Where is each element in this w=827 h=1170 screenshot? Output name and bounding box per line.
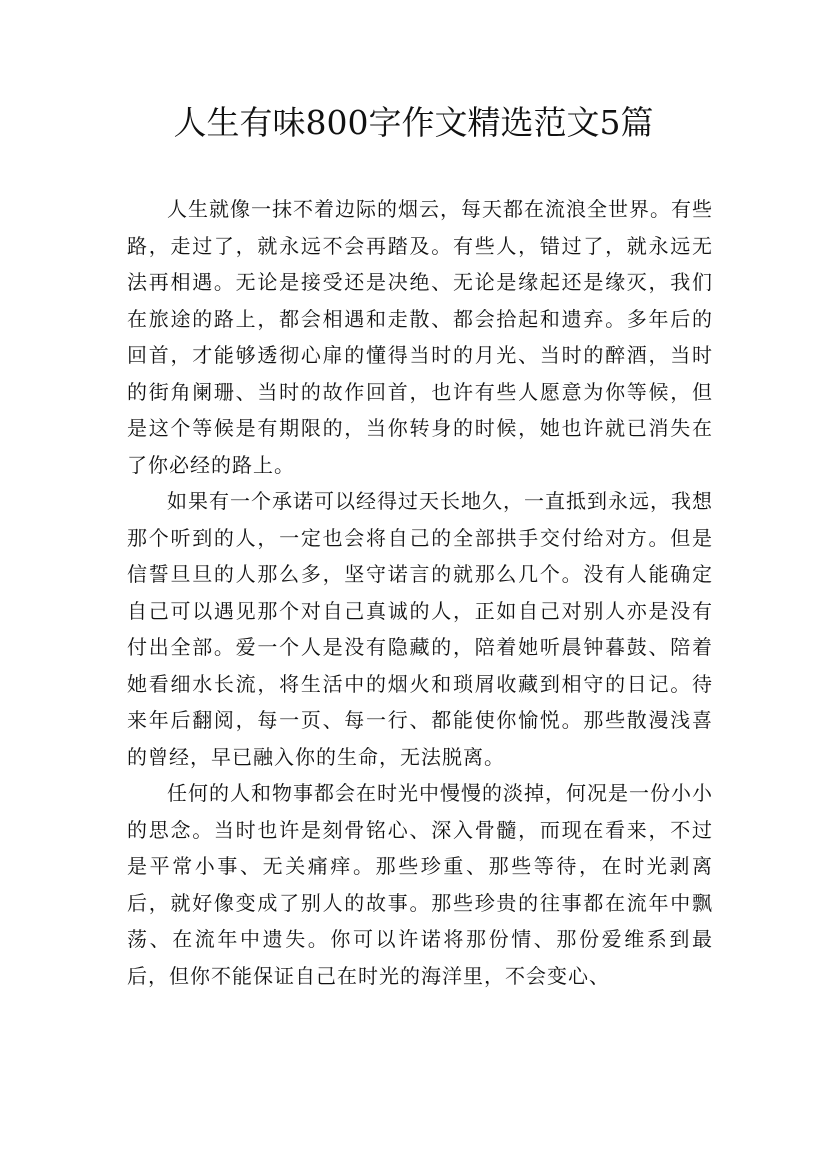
document-title: 人生有味800字作文精选范文5篇	[173, 103, 654, 142]
document-body	[127, 191, 713, 994]
paragraph-3: 任何的人和物事都会在时光中慢慢的淡掉，何况是一份小小的思念。当时也许是刻骨铭心、深入骨髓，而现在看来，不过是平常小事、无关痛痒。那些珍重、那些等待，在时光剥离后，就好像变成了别人的故事。那些珍贵的往事都在流年中飘荡、在流年中遗失。你可以许诺将那份情、那份爱维系到最后，但你不能保证自己在时光的海洋里，不会变心、	[127, 781, 713, 988]
paragraph-1: 人生就像一抹不着边际的烟云，每天都在流浪全世界。有些路，走过了，就永远不会再踏及。有些人，错过了，就永远无法再相遇。无论是接受还是决绝、无论是缘起还是缘灭，我们在旅途的路上，都会相遇和走散、都会拾起和遗弃。多年后的回首，才能够透彻心扉的懂得当时的月光、当时的醉酒，当时的街角阑珊、当时的故作回首，也许有些人愿意为你等候，但是这个等候是有期限的，当你转身的时候，她也许就已消失在了你必经的路上。	[127, 197, 713, 477]
paragraph-2: 如果有一个承诺可以经得过天长地久，一直抵到永远，我想那个听到的人，一定也会将自己的全部拱手交付给对方。但是信誓旦旦的人那么多，坚守诺言的就那么几个。没有人能确定自己可以遇见那个对自己真诚的人，正如自己对别人亦是没有付出全部。爱一个人是没有隐藏的，陪着她听晨钟暮鼓、陪着她看细水长流，将生活中的烟火和琐屑收藏到相守的日记。待来年后翻阅，每一页、每一行、都能使你愉悦。那些散漫浅喜的曾经，早已融入你的生命，无法脱离。	[127, 489, 713, 769]
